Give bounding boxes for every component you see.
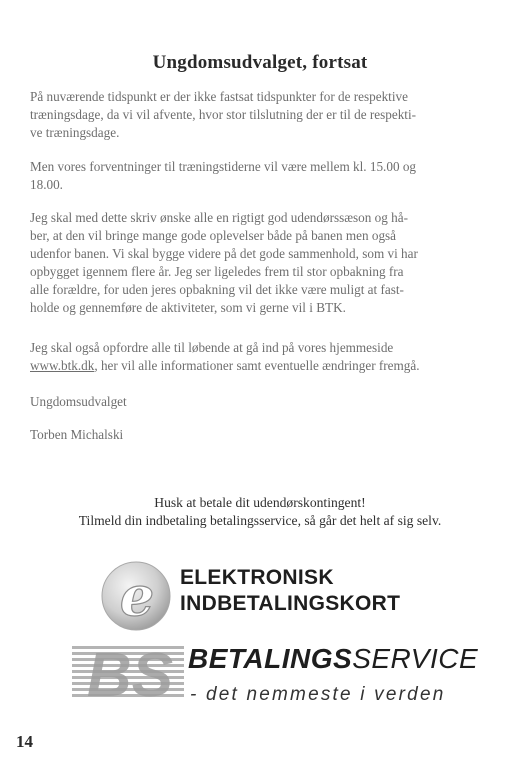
betalingsservice-title	[188, 643, 478, 675]
paragraph-line: træningsdage, da vi vil afvente, hvor stor tilslutning der er til de respekti-	[30, 107, 417, 122]
paragraph-3	[30, 209, 498, 317]
paragraph-line: udenfor banen. Vi skal bygge videre på det gode sammenhold, som vi har	[30, 246, 418, 261]
signoff-group-text: Ungdomsudvalget	[30, 394, 127, 409]
paragraph-line: Jeg skal også opfordre alle til løbende at gå ind på vores hjemmeside	[30, 340, 394, 355]
paragraph-line: opbygget igennem flere år. Jeg ser ligeledes frem til stor opbakning fra	[30, 264, 404, 279]
page-title: Ungdomsudvalget, fortsat	[152, 52, 368, 73]
paragraph-line: ber, at den vil bringe mange gode oplevelser både på banen men også	[30, 228, 397, 243]
paragraph-line: ve træningsdage.	[30, 125, 120, 140]
paragraph-line: Men vores forventninger til træningstiderne vil være mellem kl. 15.00 og	[30, 159, 417, 174]
ek-title-line-1: ELEKTRONISK	[180, 566, 334, 589]
betalingsservice-tagline: - det nemmeste i verden	[190, 684, 446, 705]
signoff-name-text: Torben Michalski	[30, 427, 124, 442]
signoff-name	[30, 426, 498, 444]
notice-line-2: Tilmeld din indbetaling betalingsservice, så går det helt af sig selv.	[78, 513, 442, 528]
betalingsservice-logo-icon	[72, 640, 184, 702]
paragraph-1	[30, 88, 498, 142]
paragraph-4	[30, 339, 498, 375]
paragraph-line: holde og gennemføre de aktiviteter, som vi gerne vil i BTK.	[30, 300, 346, 315]
payment-notice	[0, 494, 520, 530]
notice-line-1: Husk at betale dit udendørskontingent!	[154, 495, 366, 510]
bs-title-bold: BETALINGS	[188, 643, 353, 674]
e-logo-icon	[100, 560, 172, 632]
paragraph-line	[30, 357, 498, 375]
paragraph-2	[30, 158, 498, 194]
page-number: 14	[16, 732, 33, 751]
paragraph-line: Jeg skal med dette skriv ønske alle en rigtigt god udendørssæson og hå-	[30, 210, 408, 225]
bs-logo-letters: BS	[86, 641, 174, 702]
bs-title-regular: SERVICE	[352, 643, 479, 674]
paragraph-line: 18.00.	[30, 177, 63, 192]
paragraph-line: På nuværende tidspunkt er der ikke fastsat tidspunkter for de respektive	[30, 89, 408, 104]
ek-title-line-2: INDBETALINGSKORT	[180, 592, 401, 615]
paragraph-line: alle forældre, for uden jeres opbakning vil det ikke være muligt at fast-	[30, 282, 404, 297]
website-link[interactable]: www.btk.dk	[30, 358, 95, 373]
signoff-group	[30, 393, 498, 411]
e-logo-letter: e	[119, 564, 155, 628]
paragraph-text: , her vil alle informationer samt eventuelle ændringer fremgå.	[94, 358, 420, 373]
